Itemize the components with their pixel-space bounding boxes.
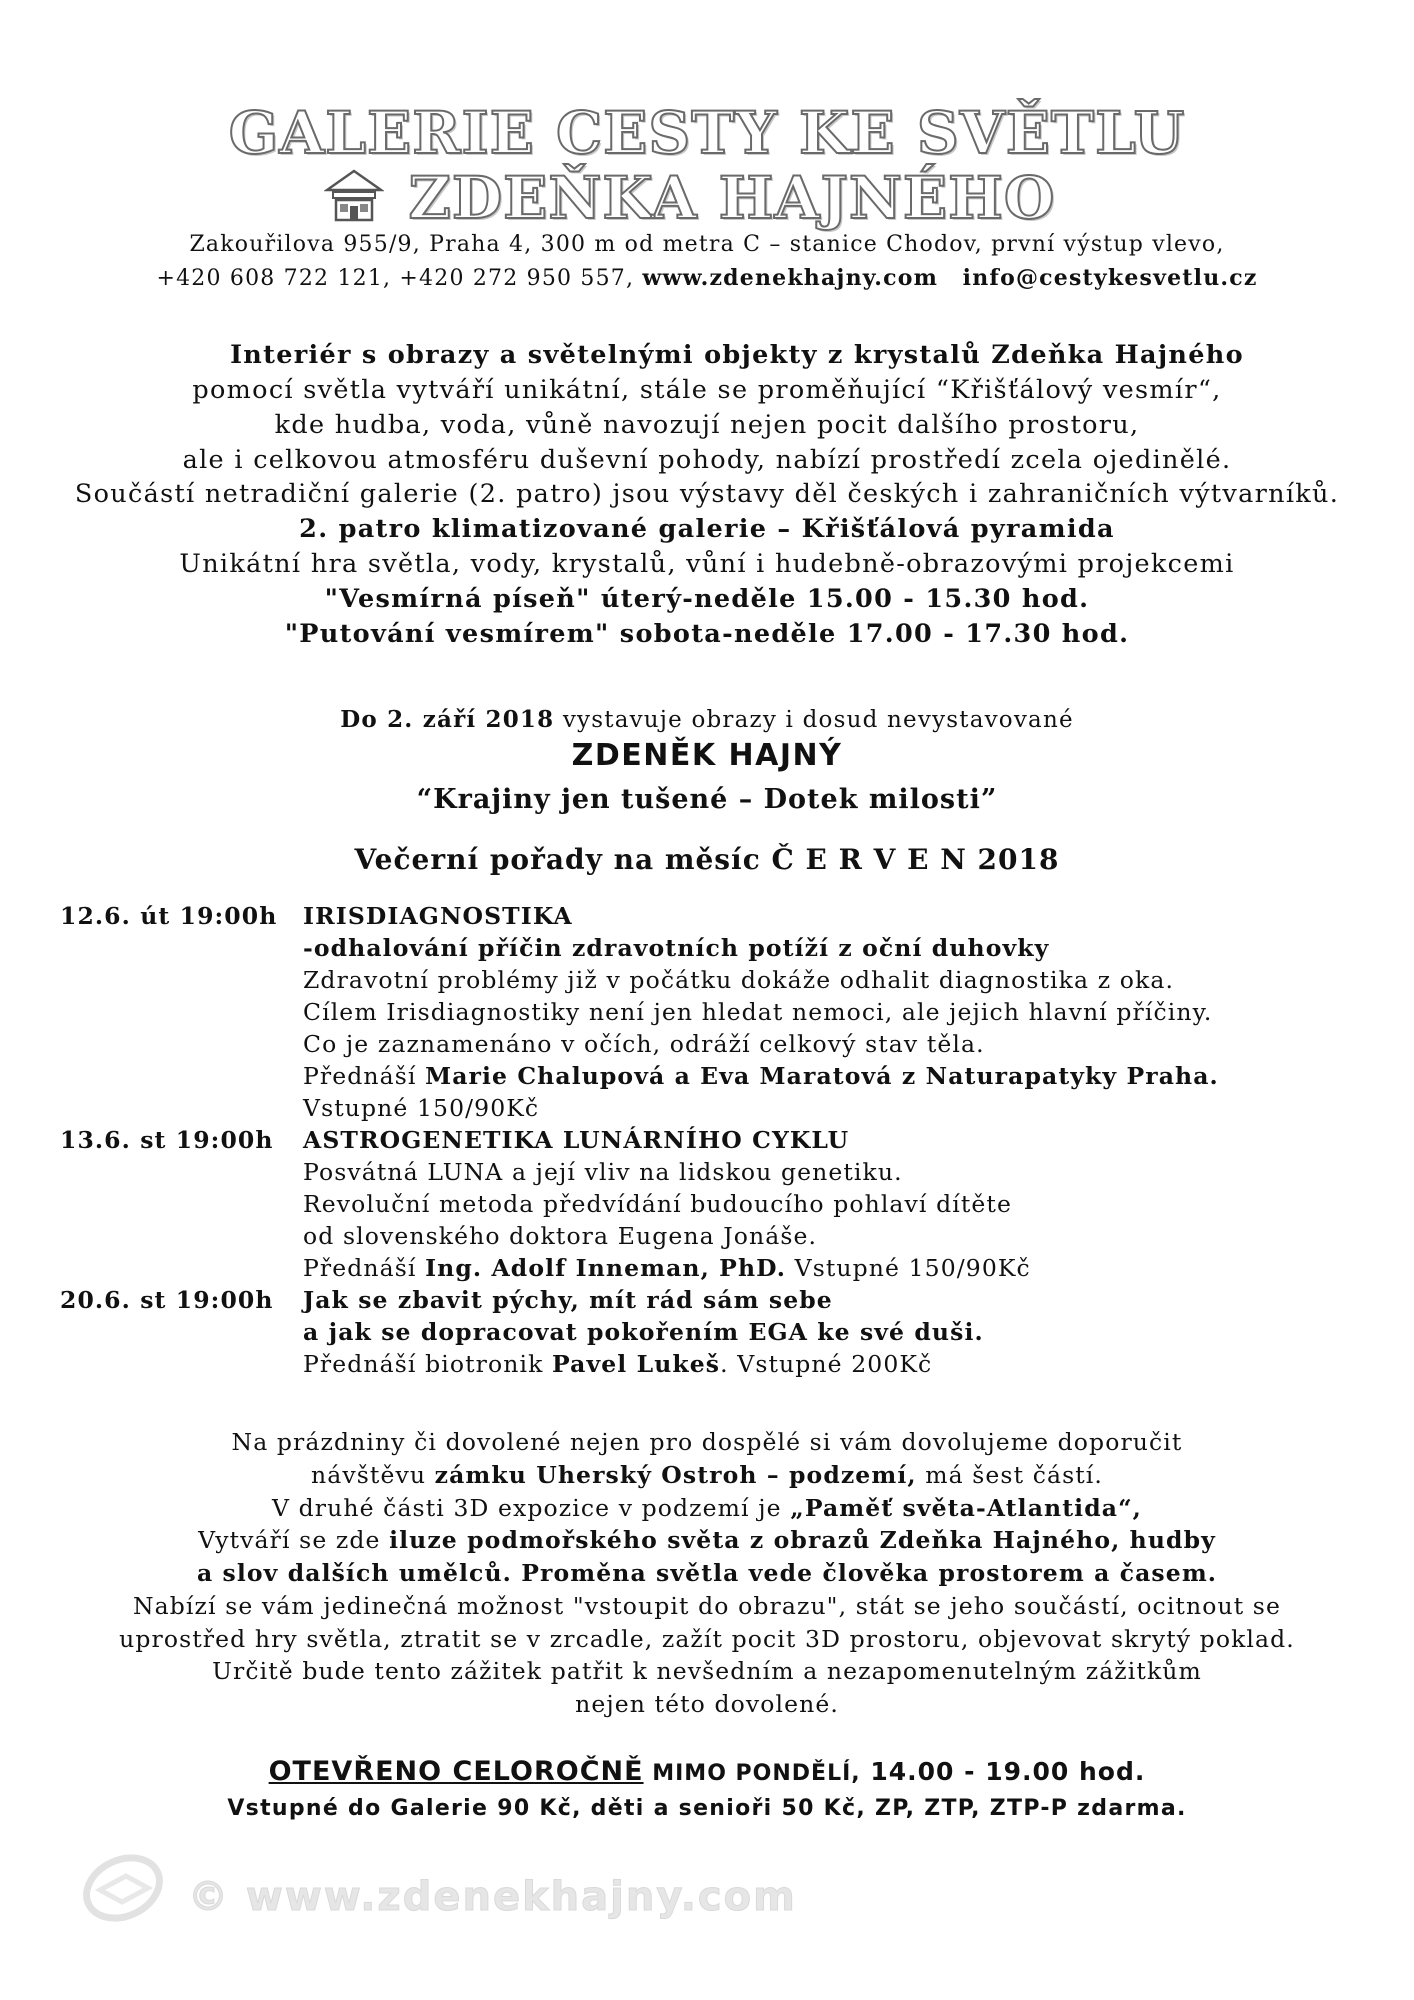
event-description: Cílem Irisdiagnostiky není jen hledat nemoci, ale jejich hlavní příčiny. [303, 998, 1213, 1026]
pyramid-heading: 2. patro klimatizované galerie – Křišťálová pyramida [299, 514, 1115, 544]
intro-heading: Interiér s obrazy a světelnými objekty z krystalů Zdeňka Hajného [230, 340, 1244, 370]
event-description: Co je zaznamenáno v očích, odráží celkový stav těla. [303, 1030, 985, 1058]
exhibition-title: “Krajiny jen tušené – Dotek milosti” [416, 784, 998, 815]
email-link[interactable]: info@cestykesvetlu.cz [962, 265, 1258, 291]
gallery-title-line1: GALERIE CESTY KE SVĚTLU [228, 99, 1186, 167]
website-link[interactable]: www.zdenekhajny.com [642, 265, 939, 291]
event-date: 13.6. st 19:00h [60, 1126, 274, 1154]
holiday-line: Na prázdniny či dovolené nejen pro dospělé si vám dovolujeme doporučit [231, 1428, 1183, 1456]
holiday-line: nejen této dovolené. [575, 1690, 839, 1718]
holiday-line: a slov dalších umělců. Proměna světla vede člověka prostorem a časem. [196, 1559, 1218, 1587]
phone-numbers: +420 608 722 121, +420 272 950 557, [156, 266, 635, 291]
event-lecturer: Přednáší Ing. Adolf Inneman, PhD. Vstupné 150/90Kč [303, 1254, 1031, 1282]
program-list [0, 900, 1414, 1400]
month-heading: Večerní pořady na měsíc Č E R V E N 2018 [354, 843, 1060, 876]
event-title: IRISDIAGNOSTIKA [303, 902, 573, 930]
address-line: Zakouřilova 955/9, Praha 4, 300 m od metra C – stanice Chodov, první výstup vlevo, [189, 232, 1225, 257]
event-fee: Vstupné 150/90Kč [303, 1094, 540, 1122]
holiday-line: Určitě bude tento zážitek patřit k nevšedním a nezapomenutelným zážitkům [212, 1657, 1202, 1685]
holiday-line: Nabízí se vám jedinečná možnost "vstoupit do obrazu", stát se jeho součástí, ocitnout se [133, 1592, 1281, 1620]
event-title: Jak se zbavit pýchy, mít rád sám sebe [303, 1286, 833, 1314]
holiday-line: uprostřed hry světla, ztratit se v zrcadle, zažít pocit 3D prostoru, objevovat skrytý poklad. [119, 1625, 1295, 1653]
show-time-2: "Putování vesmírem" sobota-neděle 17.00 - 17.30 hod. [284, 619, 1130, 649]
event-date: 12.6. út 19:00h [60, 902, 278, 930]
event-lecturer: Přednáší biotronik Pavel Lukeš. Vstupné 200Kč [303, 1350, 933, 1378]
intro-line: Součástí netradiční galerie (2. patro) jsou výstavy děl českých i zahraničních výtvarníků. [74, 479, 1340, 509]
contact-line [0, 263, 1414, 294]
intro-line: Unikátní hra světla, vody, krystalů, vůní i hudebně-obrazovými projekcemi [179, 549, 1235, 579]
event-description: Posvátná LUNA a její vliv na lidskou genetiku. [303, 1158, 903, 1186]
event-lecturer: Přednáší Marie Chalupová a Eva Maratová z Naturapatyky Praha. [303, 1062, 1219, 1090]
gallery-title-line2: ZDEŇKA HAJNÉHO [408, 164, 1056, 232]
intro-line: kde hudba, voda, vůně navozují nejen pocit dalšího prostoru, [274, 410, 1140, 440]
intro-line: ale i celkovou atmosféru duševní pohody, nabízí prostředí zcela ojedinělé. [182, 445, 1232, 475]
holiday-line: návštěvu zámku Uherský Ostroh – podzemí, má šest částí. [311, 1461, 1103, 1489]
event-date: 20.6. st 19:00h [60, 1286, 274, 1314]
event-title-continued: a jak se dopracovat pokořením EGA ke své duši. [303, 1318, 984, 1346]
event-description: Zdravotní problémy již v počátku dokáže odhalit diagnostika z oka. [303, 966, 1175, 994]
event-description: od slovenského doktora Eugena Jonáše. [303, 1222, 818, 1250]
intro-line: pomocí světla vytváří unikátní, stále se proměňující “Křišťálový vesmír“, [192, 375, 1222, 405]
holiday-line: V druhé části 3D expozice v podzemí je „Paměť světa-Atlantida“, [272, 1494, 1142, 1522]
artist-name: ZDENĚK HAJNÝ [571, 738, 843, 773]
show-time-1: "Vesmírná píseň" úterý-neděle 15.00 - 15.30 hod. [324, 584, 1090, 614]
watermark-text: © www.zdenekhajny.com [188, 1874, 797, 1920]
holiday-line: Vytváří se zde iluze podmořského světa z obrazů Zdeňka Hajného, hudby [198, 1526, 1216, 1554]
watermark-logo-icon [78, 1848, 168, 1928]
exhibition-intro: Do 2. září 2018 vystavuje obrazy i dosud nevystavované [340, 706, 1074, 733]
event-subtitle: -odhalování příčin zdravotních potíží z oční duhovky [303, 934, 1050, 962]
admission-fees: Vstupné do Galerie 90 Kč, děti a senioři 50 Kč, ZP, ZTP, ZTP-P zdarma. [227, 1796, 1187, 1821]
event-description: Revoluční metoda předvídání budoucího pohlaví dítěte [303, 1190, 1012, 1218]
open-all-year: OTEVŘENO CELOROČNĚ [268, 1756, 644, 1787]
opening-hours: OTEVŘENO CELOROČNĚ MIMO PONDĚLÍ, 14.00 - 19.00 hod. [268, 1756, 1146, 1787]
event-title: ASTROGENETIKA LUNÁRNÍHO CYKLU [303, 1126, 850, 1154]
